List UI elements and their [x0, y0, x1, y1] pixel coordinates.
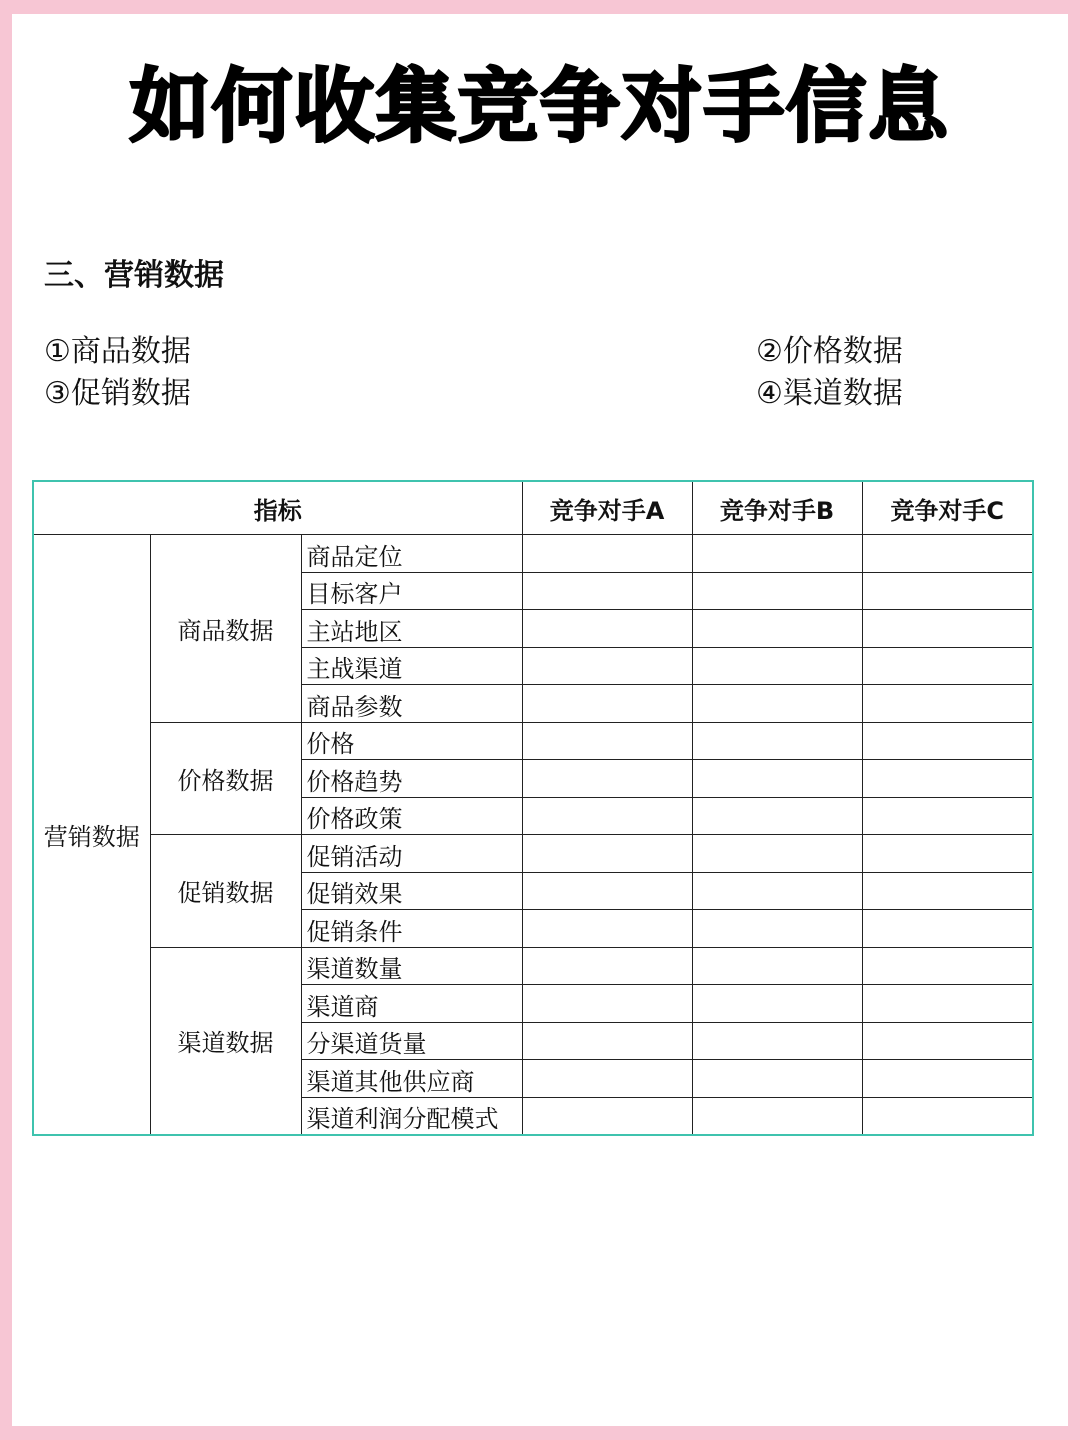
indicator-cell: 商品参数 — [301, 685, 522, 723]
competitor-c-cell — [862, 647, 1033, 685]
indicator-cell: 渠道商 — [301, 985, 522, 1023]
competitor-b-cell — [692, 535, 862, 573]
competitor-c-cell — [862, 835, 1033, 873]
competitor-a-cell — [522, 947, 692, 985]
group-cell: 渠道数据 — [150, 947, 301, 1135]
competitor-c-cell — [862, 1097, 1033, 1135]
category-cell: 营销数据 — [33, 535, 150, 1136]
indicator-cell: 渠道数量 — [301, 947, 522, 985]
competitor-c-cell — [862, 872, 1033, 910]
group-cell: 促销数据 — [150, 835, 301, 948]
competitor-c-cell — [862, 1022, 1033, 1060]
table-row — [33, 535, 1033, 573]
indicator-cell: 商品定位 — [301, 535, 522, 573]
competitor-a-cell — [522, 572, 692, 610]
competitor-a-cell — [522, 1022, 692, 1060]
indicator-cell: 价格趋势 — [301, 760, 522, 798]
section-heading: 三、营销数据 — [44, 258, 224, 293]
competitor-c-cell — [862, 985, 1033, 1023]
table-body — [33, 535, 1033, 1136]
indicator-cell: 促销效果 — [301, 872, 522, 910]
header-competitor-a: 竞争对手A — [522, 481, 692, 535]
competitor-a-cell — [522, 535, 692, 573]
competitor-c-cell — [862, 797, 1033, 835]
competitor-a-cell — [522, 610, 692, 648]
table-row — [33, 835, 1033, 873]
header-competitor-b: 竞争对手B — [692, 481, 862, 535]
competitor-c-cell — [862, 1060, 1033, 1098]
competitor-c-cell — [862, 760, 1033, 798]
table-row — [33, 947, 1033, 985]
indicator-cell: 价格 — [301, 722, 522, 760]
table-row — [33, 722, 1033, 760]
competitor-b-cell — [692, 610, 862, 648]
competitor-a-cell — [522, 722, 692, 760]
summary-item: ③促销数据 — [44, 376, 191, 411]
competitor-table — [32, 480, 1034, 1136]
table-header-row — [33, 481, 1033, 535]
group-cell: 商品数据 — [150, 535, 301, 723]
competitor-b-cell — [692, 1060, 862, 1098]
competitor-c-cell — [862, 947, 1033, 985]
competitor-a-cell — [522, 1060, 692, 1098]
competitor-b-cell — [692, 572, 862, 610]
competitor-a-cell — [522, 835, 692, 873]
indicator-cell: 渠道其他供应商 — [301, 1060, 522, 1098]
competitor-c-cell — [862, 572, 1033, 610]
page-title: 如何收集竞争对手信息 — [130, 60, 950, 153]
competitor-a-cell — [522, 872, 692, 910]
competitor-a-cell — [522, 797, 692, 835]
indicator-cell: 价格政策 — [301, 797, 522, 835]
competitor-c-cell — [862, 535, 1033, 573]
competitor-a-cell — [522, 760, 692, 798]
competitor-a-cell — [522, 685, 692, 723]
competitor-b-cell — [692, 985, 862, 1023]
competitor-b-cell — [692, 1097, 862, 1135]
competitor-b-cell — [692, 910, 862, 948]
competitor-b-cell — [692, 872, 862, 910]
summary-item: ④渠道数据 — [756, 376, 903, 411]
competitor-a-cell — [522, 647, 692, 685]
competitor-a-cell — [522, 910, 692, 948]
indicator-cell: 分渠道货量 — [301, 1022, 522, 1060]
indicator-cell: 促销条件 — [301, 910, 522, 948]
competitor-b-cell — [692, 685, 862, 723]
competitor-a-cell — [522, 985, 692, 1023]
competitor-b-cell — [692, 797, 862, 835]
competitor-b-cell — [692, 835, 862, 873]
competitor-b-cell — [692, 722, 862, 760]
competitor-a-cell — [522, 1097, 692, 1135]
competitor-c-cell — [862, 610, 1033, 648]
header-competitor-c: 竞争对手C — [862, 481, 1033, 535]
summary-item: ②价格数据 — [756, 334, 903, 369]
competitor-b-cell — [692, 947, 862, 985]
group-cell: 价格数据 — [150, 722, 301, 835]
summary-item: ①商品数据 — [44, 334, 191, 369]
competitor-b-cell — [692, 647, 862, 685]
indicator-cell: 主战渠道 — [301, 647, 522, 685]
competitor-c-cell — [862, 722, 1033, 760]
competitor-b-cell — [692, 760, 862, 798]
document-page — [12, 14, 1068, 1426]
indicator-cell: 目标客户 — [301, 572, 522, 610]
header-indicator: 指标 — [33, 481, 522, 535]
indicator-cell: 渠道利润分配模式 — [301, 1097, 522, 1135]
competitor-c-cell — [862, 910, 1033, 948]
competitor-b-cell — [692, 1022, 862, 1060]
indicator-cell: 促销活动 — [301, 835, 522, 873]
competitor-c-cell — [862, 685, 1033, 723]
indicator-cell: 主站地区 — [301, 610, 522, 648]
